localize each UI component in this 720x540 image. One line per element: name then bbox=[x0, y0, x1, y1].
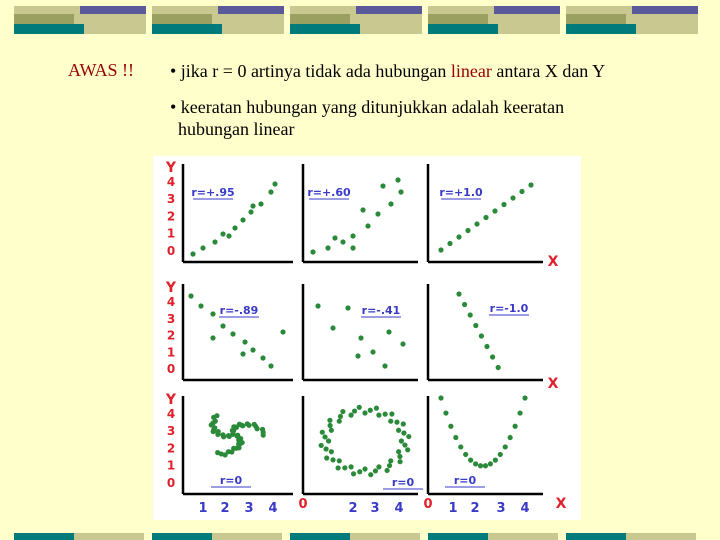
scatter-point bbox=[323, 446, 328, 451]
scatter-point bbox=[388, 458, 393, 463]
scatter-point bbox=[351, 471, 356, 476]
scatter-point bbox=[268, 189, 273, 194]
scatter-point bbox=[395, 177, 400, 182]
scatter-point bbox=[190, 251, 195, 256]
y-tick-label: 2 bbox=[166, 441, 176, 456]
scatter-point bbox=[329, 428, 334, 433]
x-tick-label: 3 bbox=[244, 501, 254, 516]
scatter-point bbox=[406, 434, 411, 439]
bar-segment bbox=[566, 24, 636, 34]
correlation-label: r=0 bbox=[453, 474, 477, 487]
scatter-point bbox=[220, 323, 225, 328]
scatter-point bbox=[324, 455, 329, 460]
scatter-point bbox=[453, 435, 458, 440]
bar-segment bbox=[350, 533, 420, 540]
scatter-point bbox=[335, 465, 340, 470]
scatter-point bbox=[397, 459, 402, 464]
scatter-point bbox=[468, 312, 473, 317]
y-tick-label: 2 bbox=[166, 209, 176, 224]
scatter-point bbox=[478, 463, 483, 468]
scatter-point bbox=[330, 325, 335, 330]
x-tick-label: 3 bbox=[496, 501, 506, 516]
scatter-point bbox=[396, 428, 401, 433]
correlation-label: r=0 bbox=[219, 474, 243, 487]
scatter-point bbox=[319, 443, 324, 448]
scatter-point bbox=[360, 207, 365, 212]
bar-segment bbox=[428, 6, 494, 14]
scatter-point bbox=[456, 234, 461, 239]
scatter-point bbox=[214, 413, 219, 418]
bar-segment bbox=[360, 24, 422, 34]
scatter-point bbox=[327, 418, 332, 423]
scatter-point bbox=[327, 423, 332, 428]
scatter-point bbox=[463, 452, 468, 457]
scatter-point bbox=[405, 447, 410, 452]
x-tick-label: 1 bbox=[448, 501, 458, 516]
scatter-point bbox=[483, 463, 488, 468]
scatter-point bbox=[200, 245, 205, 250]
scatter-point bbox=[213, 419, 218, 424]
scatter-point bbox=[230, 331, 235, 336]
scatter-point bbox=[362, 410, 367, 415]
bar-segment bbox=[626, 533, 696, 540]
header-decoration bbox=[0, 6, 720, 36]
axis-x-label: X bbox=[555, 496, 567, 512]
scatter-point bbox=[493, 458, 498, 463]
scatter-point bbox=[362, 466, 367, 471]
scatter-point bbox=[348, 413, 353, 418]
y-tick-label: 4 bbox=[166, 175, 176, 189]
scatter-point bbox=[215, 450, 220, 455]
bullet1-prefix: • jika r = 0 artinya tidak ada hubungan bbox=[170, 61, 451, 81]
x-tick-label: 4 bbox=[394, 501, 404, 516]
scatter-point bbox=[260, 355, 265, 360]
bullet1-suffix: antara X dan Y bbox=[491, 61, 606, 81]
bar-segment bbox=[14, 24, 84, 34]
bar-segment bbox=[290, 24, 360, 34]
y-tick-label: 1 bbox=[166, 226, 176, 241]
axis-y-label: Y bbox=[165, 392, 177, 408]
scatter-point bbox=[382, 363, 387, 368]
scatter-point bbox=[388, 419, 393, 424]
scatter-point bbox=[240, 423, 245, 428]
x-tick-label: 1 bbox=[198, 501, 208, 516]
scatter-point bbox=[474, 221, 479, 226]
scatter-point bbox=[337, 458, 342, 463]
scatter-point bbox=[272, 181, 277, 186]
scatter-point bbox=[458, 444, 463, 449]
y-tick-label: 2 bbox=[166, 328, 176, 343]
scatter-point bbox=[320, 430, 325, 435]
scatter-point bbox=[447, 241, 452, 246]
scatter-point bbox=[340, 409, 345, 414]
y-tick-label: 0 bbox=[166, 362, 176, 377]
y-tick-label: 1 bbox=[166, 458, 176, 473]
scatter-point bbox=[496, 365, 501, 370]
scatter-grid-svg bbox=[153, 156, 581, 520]
scatter-point bbox=[212, 239, 217, 244]
y-tick-label: 1 bbox=[166, 345, 176, 360]
scatter-point bbox=[220, 432, 225, 437]
bar-segment bbox=[14, 14, 74, 24]
scatter-point bbox=[226, 449, 231, 454]
scatter-point bbox=[490, 354, 495, 359]
scatter-point bbox=[220, 231, 225, 236]
scatter-point bbox=[456, 291, 461, 296]
scatter-point bbox=[357, 405, 362, 410]
scatter-point bbox=[501, 202, 506, 207]
scatter-point bbox=[231, 428, 236, 433]
scatter-point bbox=[483, 215, 488, 220]
scatter-point bbox=[198, 303, 203, 308]
scatter-point bbox=[394, 420, 399, 425]
scatter-point bbox=[503, 444, 508, 449]
bullet1-highlight: linear bbox=[450, 61, 492, 81]
correlation-label: r=-.41 bbox=[361, 304, 401, 317]
scatter-point bbox=[517, 410, 522, 415]
scatter-point bbox=[370, 349, 375, 354]
bar-segment bbox=[488, 533, 558, 540]
scatter-point bbox=[352, 408, 357, 413]
scatter-point bbox=[438, 247, 443, 252]
bar-segment bbox=[494, 6, 560, 14]
scatter-point bbox=[498, 452, 503, 457]
bar-segment bbox=[356, 6, 422, 14]
scatter-point bbox=[226, 433, 231, 438]
axis-y-label: Y bbox=[165, 160, 177, 176]
scatter-point bbox=[376, 413, 381, 418]
scatter-point bbox=[250, 347, 255, 352]
scatter-point bbox=[242, 339, 247, 344]
bar-segment bbox=[632, 6, 698, 14]
x-tick-label: 3 bbox=[370, 501, 380, 516]
scatter-point bbox=[350, 245, 355, 250]
scatter-point bbox=[240, 217, 245, 222]
bar-segment bbox=[152, 24, 222, 34]
scatter-point bbox=[462, 302, 467, 307]
scatter-point bbox=[342, 465, 347, 470]
scatter-point bbox=[522, 395, 527, 400]
scatter-point bbox=[246, 423, 251, 428]
bar-segment bbox=[84, 24, 146, 34]
scatter-point bbox=[368, 472, 373, 477]
correlation-label: r=+.95 bbox=[191, 186, 235, 199]
scatter-point bbox=[374, 406, 379, 411]
scatter-point bbox=[528, 182, 533, 187]
scatter-point bbox=[376, 464, 381, 469]
bar-segment bbox=[212, 14, 284, 24]
axis-x-label: X bbox=[547, 376, 559, 392]
scatter-point bbox=[383, 412, 388, 417]
scatter-point bbox=[322, 434, 327, 439]
scatter-point bbox=[513, 424, 518, 429]
scatter-point bbox=[519, 189, 524, 194]
scatter-point bbox=[387, 463, 392, 468]
bar-segment bbox=[14, 533, 74, 540]
scatter-point bbox=[448, 424, 453, 429]
scatter-point bbox=[326, 438, 331, 443]
scatter-point bbox=[380, 183, 385, 188]
y-tick-label: 3 bbox=[166, 311, 176, 326]
scatter-point bbox=[385, 468, 390, 473]
scatter-point bbox=[365, 223, 370, 228]
bar-segment bbox=[212, 533, 282, 540]
warning-label: AWAS !! bbox=[68, 60, 135, 80]
scatter-point bbox=[397, 454, 402, 459]
bar-segment bbox=[566, 14, 626, 24]
scatter-point bbox=[254, 426, 259, 431]
y-tick-label: 0 bbox=[166, 243, 176, 258]
scatter-point bbox=[368, 408, 373, 413]
bar-segment bbox=[74, 14, 146, 24]
scatter-point bbox=[345, 305, 350, 310]
y-tick-label: 3 bbox=[166, 424, 176, 439]
bar-segment bbox=[14, 6, 80, 14]
scatter-point bbox=[350, 233, 355, 238]
scatter-point bbox=[250, 203, 255, 208]
bar-segment bbox=[290, 533, 350, 540]
scatter-point bbox=[465, 228, 470, 233]
scatter-point bbox=[315, 303, 320, 308]
scatter-point bbox=[337, 419, 342, 424]
scatter-point bbox=[401, 421, 406, 426]
bar-segment bbox=[152, 14, 212, 24]
scatter-point bbox=[258, 201, 263, 206]
scatter-point bbox=[358, 335, 363, 340]
scatter-point bbox=[508, 435, 513, 440]
scatter-point bbox=[240, 351, 245, 356]
bullet-correlation-zero bbox=[170, 60, 605, 82]
bar-segment bbox=[488, 14, 560, 24]
scatter-point bbox=[438, 395, 443, 400]
scatter-point bbox=[188, 293, 193, 298]
bar-segment bbox=[566, 533, 626, 540]
scatter-point bbox=[236, 437, 241, 442]
bar-segment bbox=[290, 6, 356, 14]
scatter-point bbox=[268, 363, 273, 368]
axis-x-label: X bbox=[547, 254, 559, 270]
x-tick-label: 0 bbox=[298, 497, 308, 512]
scatter-point bbox=[468, 458, 473, 463]
scatter-point bbox=[479, 333, 484, 338]
x-tick-label: 4 bbox=[268, 501, 278, 516]
bar-segment bbox=[152, 6, 218, 14]
x-tick-label: 2 bbox=[220, 501, 230, 516]
correlation-label: r=-1.0 bbox=[489, 302, 529, 315]
scatter-point bbox=[402, 442, 407, 447]
bar-segment bbox=[350, 14, 422, 24]
scatter-point bbox=[396, 449, 401, 454]
bar-segment bbox=[636, 24, 698, 34]
scatter-point bbox=[375, 211, 380, 216]
bar-segment bbox=[428, 533, 488, 540]
scatter-point bbox=[332, 235, 337, 240]
scatter-point bbox=[210, 311, 215, 316]
scatter-point bbox=[280, 329, 285, 334]
correlation-label: r=-.89 bbox=[219, 304, 259, 317]
scatter-point bbox=[510, 195, 515, 200]
scatter-point bbox=[329, 449, 334, 454]
scatter-point bbox=[216, 429, 221, 434]
scatter-point bbox=[310, 249, 315, 254]
scatter-point bbox=[340, 239, 345, 244]
bullet-linear-strength bbox=[170, 96, 640, 140]
scatter-point bbox=[231, 446, 236, 451]
scatter-point bbox=[232, 225, 237, 230]
scatter-point bbox=[373, 468, 378, 473]
scatter-point bbox=[388, 201, 393, 206]
scatter-point bbox=[325, 245, 330, 250]
scatter-point bbox=[226, 233, 231, 238]
scatter-correlation-figure bbox=[153, 156, 581, 520]
bar-segment bbox=[152, 533, 212, 540]
bar-segment bbox=[626, 14, 698, 24]
bar-segment bbox=[290, 14, 350, 24]
scatter-point bbox=[355, 353, 360, 358]
scatter-point bbox=[210, 335, 215, 340]
scatter-point bbox=[492, 208, 497, 213]
scatter-point bbox=[488, 461, 493, 466]
scatter-point bbox=[400, 341, 405, 346]
scatter-point bbox=[357, 469, 362, 474]
bar-segment bbox=[566, 6, 632, 14]
bar-segment bbox=[80, 6, 146, 14]
bar-segment bbox=[222, 24, 284, 34]
bar-segment bbox=[428, 24, 498, 34]
bar-segment bbox=[498, 24, 560, 34]
scatter-point bbox=[399, 438, 404, 443]
x-tick-label: 2 bbox=[348, 501, 358, 516]
scatter-point bbox=[338, 414, 343, 419]
y-tick-label: 0 bbox=[166, 475, 176, 490]
scatter-point bbox=[443, 410, 448, 415]
scatter-point bbox=[389, 411, 394, 416]
axis-y-label: Y bbox=[165, 280, 177, 296]
x-tick-label: 4 bbox=[520, 501, 530, 516]
x-tick-label: 2 bbox=[470, 501, 480, 516]
scatter-point bbox=[401, 430, 406, 435]
y-tick-label: 3 bbox=[166, 192, 176, 207]
bullet2-line2: hubungan linear bbox=[178, 119, 295, 139]
bar-segment bbox=[428, 14, 488, 24]
bullet2-line1: • keeratan hubungan yang ditunjukkan adalah keeratan bbox=[170, 97, 565, 117]
scatter-point bbox=[473, 461, 478, 466]
scatter-point bbox=[248, 209, 253, 214]
y-tick-label: 4 bbox=[166, 407, 176, 421]
scatter-point bbox=[261, 433, 266, 438]
correlation-label: r=+1.0 bbox=[439, 186, 483, 199]
bar-segment bbox=[74, 533, 144, 540]
scatter-point bbox=[398, 189, 403, 194]
y-tick-label: 4 bbox=[166, 295, 176, 309]
bar-segment bbox=[218, 6, 284, 14]
footer-decoration bbox=[0, 533, 720, 540]
scatter-point bbox=[473, 323, 478, 328]
scatter-point bbox=[386, 329, 391, 334]
correlation-label: r=0 bbox=[391, 476, 415, 489]
correlation-label: r=+.60 bbox=[307, 186, 351, 199]
x-tick-label: 0 bbox=[423, 497, 433, 512]
scatter-point bbox=[330, 457, 335, 462]
scatter-point bbox=[348, 464, 353, 469]
scatter-point bbox=[484, 344, 489, 349]
